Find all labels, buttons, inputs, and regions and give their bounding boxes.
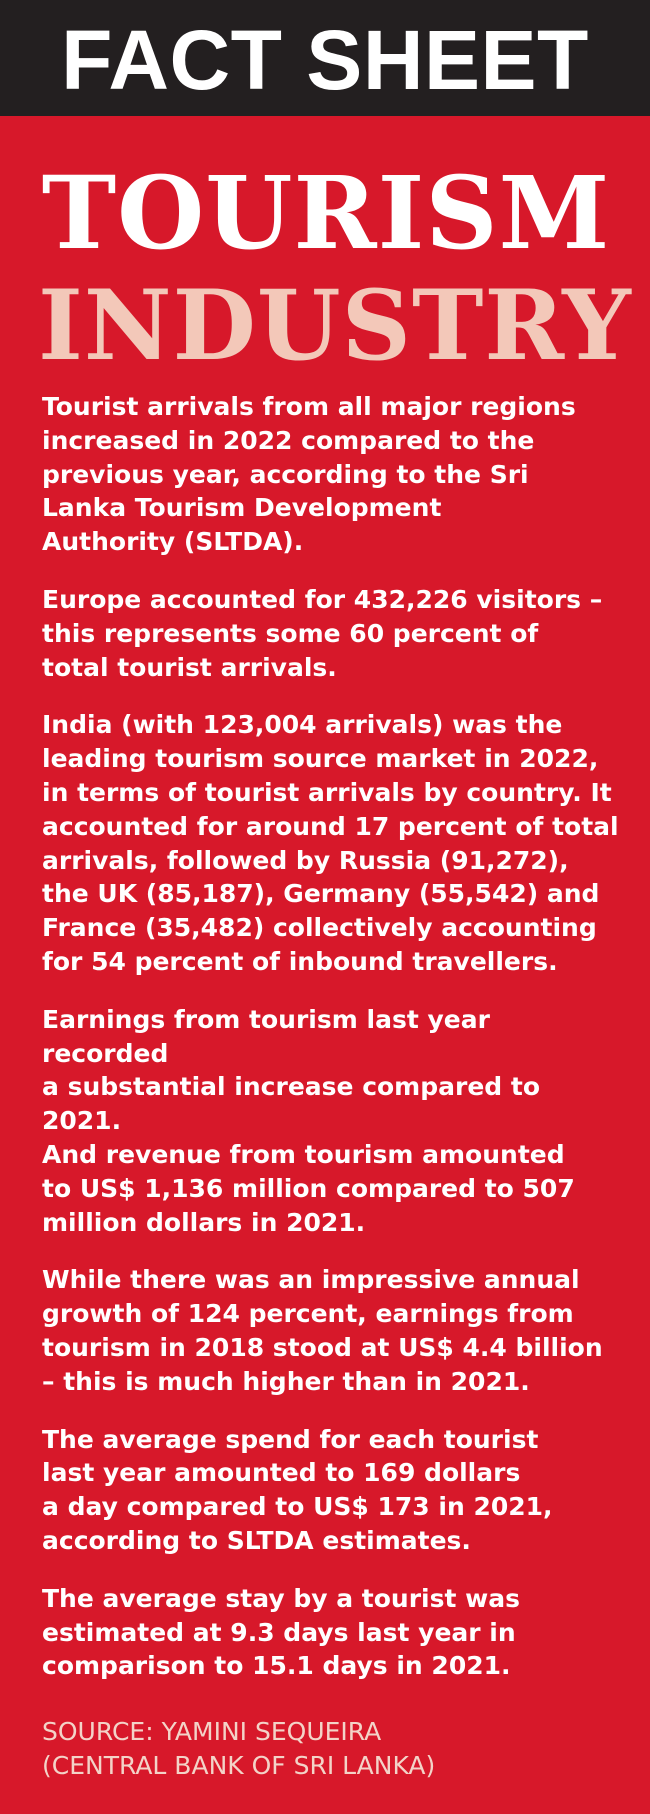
paragraph-source-markets: India (with 123,004 arrivals) was the leading tourism source market in 2022, in terms of tourist arrivals by country. It accounted for around 17 percent of total arrivals, followed by Russia (91,272), the UK (85,187), Germany (55,542) and France (35,482) collectively accounting for 54 percent of inbound travellers. [42, 710, 619, 976]
paragraph-average-spend: The average spend for each tourist last year amounted to 169 dollars a day compared to US$ 173 in 2021, according to SLTDA estimates. [42, 1424, 553, 1555]
paragraph-average-stay: The average stay by a tourist was estimated at 9.3 days last year in comparison to 15.1 days in 2021. [42, 1583, 520, 1681]
header-bar [0, 0, 650, 116]
paragraph-annual-growth: While there was an impressive annual growth of 124 percent, earnings from tourism in 2018 stood at US$ 4.4 billion – this is much higher than in 2021. [42, 1265, 603, 1396]
source-credit: SOURCE: YAMINI SEQUEIRA (CENTRAL BANK OF SRI LANKA) [42, 1717, 436, 1781]
paragraph-europe-visitors: Europe accounted for 432,226 visitors – this represents some 60 percent of total tourist arrivals. [42, 584, 603, 682]
main-title-line-2: INDUSTRY [38, 269, 632, 382]
main-title-line-1: TOURISM [41, 154, 611, 272]
paragraph-tourism-earnings: Earnings from tourism last year recorded a substantial increase compared to 2021. And revenue from tourism amounted to US$ 1,136 million compared to 507 million dollars in 2021. [42, 1004, 575, 1237]
paragraph-regional-arrivals: Tourist arrivals from all major regions increased in 2022 compared to the previous year, according to the Sri Lanka Tourism Development Authority (SLTDA). [42, 392, 576, 557]
header-title: FACT SHEET [61, 13, 589, 107]
fact-sheet-body [42, 390, 622, 1783]
